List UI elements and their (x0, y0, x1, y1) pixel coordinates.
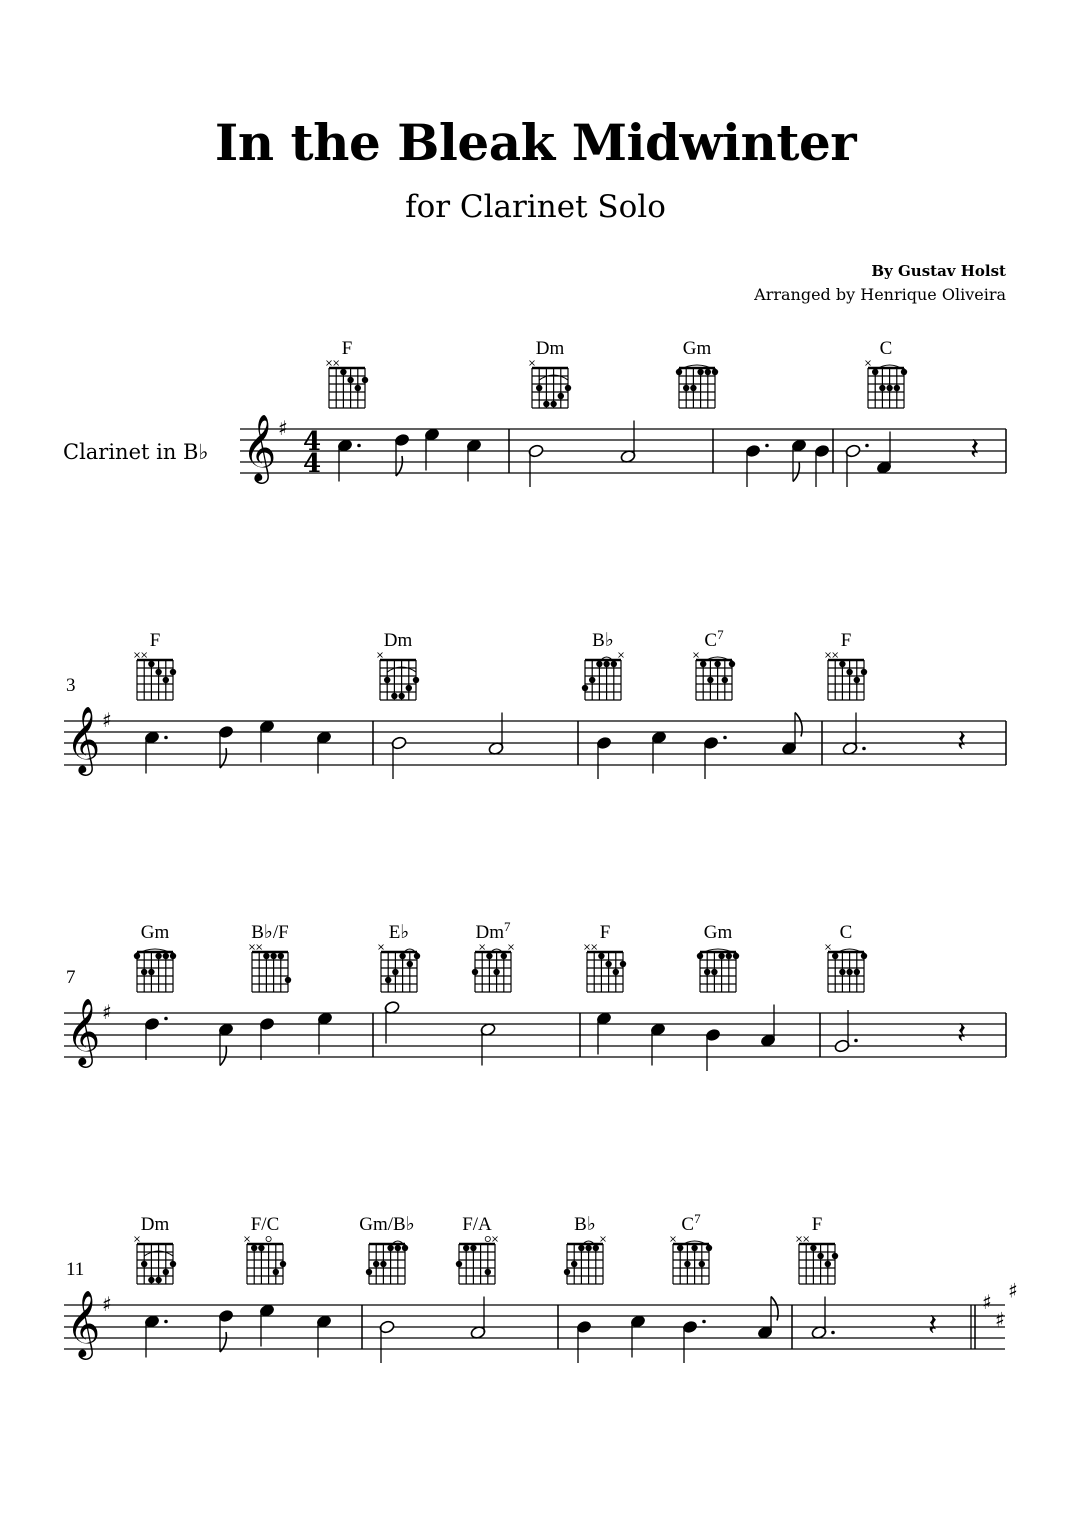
finger-dot (839, 661, 845, 667)
augmentation-dot (164, 736, 168, 740)
finger-dot (613, 969, 619, 975)
chord-symbol: F (341, 338, 353, 359)
sharp-icon: ♯ (102, 1292, 112, 1316)
finger-dot (347, 377, 353, 383)
quarter-rest-icon: 𝄽 (970, 432, 980, 467)
finger-dot (589, 677, 595, 683)
finger-dot (163, 953, 169, 959)
finger-dot (155, 1277, 161, 1283)
finger-dot (362, 377, 368, 383)
finger-dot (141, 1261, 147, 1267)
eighth-flag (771, 1297, 778, 1321)
finger-dot (355, 385, 361, 391)
finger-dot (585, 1245, 591, 1251)
chord-diagram (676, 365, 718, 408)
open-string-icon (485, 1236, 490, 1241)
finger-dot (170, 669, 176, 675)
chord-symbol: B♭ (592, 630, 614, 651)
finger-dot (620, 961, 626, 967)
finger-dot (722, 677, 728, 683)
chord-diagram (379, 945, 421, 993)
augmentation-dot (865, 444, 869, 448)
finger-dot (413, 677, 419, 683)
finger-dot (399, 953, 405, 959)
finger-dot (593, 1245, 599, 1251)
finger-dot (861, 953, 867, 959)
chord-symbol: $C^7$ (704, 627, 724, 651)
chord-diagram (697, 949, 739, 992)
augmentation-dot (765, 444, 769, 448)
finger-dot (392, 969, 398, 975)
augmentation-dot (164, 1017, 168, 1021)
finger-dot (697, 369, 703, 375)
chord-diagram (250, 945, 292, 993)
score-subtitle: for Clarinet Solo (405, 189, 666, 225)
finger-dot (543, 401, 549, 407)
finger-dot (170, 953, 176, 959)
finger-dot (134, 953, 140, 959)
finger-dot (712, 369, 718, 375)
chord-symbol: Dm$^7$ (475, 919, 511, 943)
finger-dot (854, 969, 860, 975)
chord-diagram (564, 1237, 606, 1285)
finger-dot (550, 401, 556, 407)
finger-dot (155, 953, 161, 959)
chord-diagram (671, 1237, 713, 1285)
chord-diagram (327, 361, 369, 409)
measure-number: 3 (66, 675, 76, 696)
sharp-icon: ♯ (278, 416, 288, 440)
augmentation-dot (357, 444, 361, 448)
finger-dot (536, 385, 542, 391)
chord-symbol: C (879, 338, 893, 359)
finger-dot (270, 953, 276, 959)
chord-diagram (135, 1237, 177, 1285)
finger-dot (163, 1269, 169, 1275)
augmentation-dot (723, 736, 727, 740)
finger-dot (470, 1245, 476, 1251)
finger-dot (391, 693, 397, 699)
quarter-rest-icon: 𝄽 (957, 1016, 967, 1051)
finger-dot (373, 1261, 379, 1267)
finger-dot (839, 969, 845, 975)
finger-dot (571, 1261, 577, 1267)
finger-dot (718, 953, 724, 959)
chord-symbol: C (839, 922, 853, 943)
finger-dot (493, 969, 499, 975)
chord-diagram (245, 1236, 287, 1284)
sharp-icon: ♯ (102, 1000, 112, 1024)
finger-dot (684, 1261, 690, 1267)
finger-dot (596, 661, 602, 667)
treble-clef-icon: 𝄞 (66, 997, 101, 1065)
finger-dot (384, 677, 390, 683)
chord-diagram (135, 653, 177, 701)
augmentation-dot (862, 747, 866, 751)
finger-dot (733, 953, 739, 959)
finger-dot (148, 661, 154, 667)
finger-dot (691, 1245, 697, 1251)
treble-clef-icon: 𝄞 (66, 1289, 101, 1357)
finger-dot (273, 1269, 279, 1275)
finger-dot (501, 953, 507, 959)
finger-dot (676, 369, 682, 375)
finger-dot (456, 1261, 462, 1267)
staff-system (64, 627, 1006, 779)
sharp-icon: ♯ (1008, 1278, 1018, 1303)
finger-dot (582, 685, 588, 691)
finger-dot (486, 953, 492, 959)
chord-diagram (826, 653, 868, 701)
finger-dot (697, 953, 703, 959)
finger-dot (832, 953, 838, 959)
finger-dot (846, 669, 852, 675)
finger-dot (380, 1261, 386, 1267)
score-title: In the Bleak Midwinter (214, 113, 857, 172)
chord-diagram (797, 1237, 839, 1285)
augmentation-dot (702, 1320, 706, 1324)
chord-diagram (866, 361, 908, 409)
chord-diagram (472, 945, 514, 993)
finger-dot (879, 385, 885, 391)
augmentation-dot (831, 1331, 835, 1335)
chord-diagram (456, 1236, 498, 1284)
chord-symbol: Dm (140, 1214, 170, 1235)
chord-diagram (694, 653, 736, 701)
finger-dot (558, 393, 564, 399)
finger-dot (340, 369, 346, 375)
augmentation-dot (854, 1039, 858, 1043)
finger-dot (155, 669, 161, 675)
finger-dot (463, 1245, 469, 1251)
chord-symbol: F (811, 1214, 823, 1235)
finger-dot (706, 1245, 712, 1251)
chord-symbol: F/C (250, 1214, 280, 1235)
finger-dot (894, 385, 900, 391)
chord-diagram (582, 653, 624, 701)
finger-dot (406, 685, 412, 691)
finger-dot (817, 1253, 823, 1259)
chord-diagram (826, 945, 868, 993)
finger-dot (846, 969, 852, 975)
measure-number: 11 (66, 1259, 85, 1280)
composer-credit: By Gustav Holst (871, 262, 1006, 280)
finger-dot (285, 977, 291, 983)
finger-dot (414, 953, 420, 959)
eighth-flag (793, 462, 799, 482)
chord-symbol: Gm (140, 922, 170, 943)
finger-dot (854, 677, 860, 683)
finger-dot (603, 661, 609, 667)
finger-dot (886, 385, 892, 391)
finger-dot (395, 1245, 401, 1251)
quarter-rest-icon: 𝄽 (957, 724, 967, 759)
finger-dot (598, 953, 604, 959)
chord-symbol: Dm (535, 338, 565, 359)
augmentation-dot (164, 1320, 168, 1324)
finger-dot (163, 677, 169, 683)
arranger-credit: Arranged by Henrique Oliveira (754, 285, 1006, 304)
finger-dot (485, 1269, 491, 1275)
finger-dot (714, 661, 720, 667)
finger-dot (699, 1261, 705, 1267)
finger-dot (398, 693, 404, 699)
finger-dot (605, 961, 611, 967)
finger-dot (705, 369, 711, 375)
staff-system (64, 1211, 1018, 1363)
finger-dot (148, 1277, 154, 1283)
finger-dot (402, 1245, 408, 1251)
staff-system (64, 919, 1006, 1071)
measure-number: 7 (66, 967, 76, 988)
finger-dot (861, 669, 867, 675)
chord-symbol: F (599, 922, 611, 943)
chord-symbol: Gm/B♭ (359, 1214, 415, 1235)
treble-clef-icon: 𝄞 (66, 705, 101, 773)
staff-system (240, 338, 1006, 487)
finger-dot (611, 661, 617, 667)
finger-dot (170, 1261, 176, 1267)
finger-dot (700, 661, 706, 667)
finger-dot (729, 661, 735, 667)
finger-dot (810, 1245, 816, 1251)
finger-dot (578, 1245, 584, 1251)
chord-symbol: Gm (703, 922, 733, 943)
finger-dot (707, 677, 713, 683)
finger-dot (366, 1269, 372, 1275)
finger-dot (565, 385, 571, 391)
instrument-label: Clarinet in B♭ (63, 440, 209, 464)
chord-symbol: F (840, 630, 852, 651)
finger-dot (251, 1245, 257, 1251)
finger-dot (711, 969, 717, 975)
sharp-icon: ♯ (995, 1307, 1005, 1332)
open-string-icon (266, 1236, 271, 1241)
chord-diagram (366, 1241, 408, 1284)
finger-dot (141, 969, 147, 975)
chord-symbol: E♭ (388, 922, 410, 943)
finger-dot (263, 953, 269, 959)
finger-dot (280, 1261, 286, 1267)
chord-diagram (530, 361, 572, 409)
finger-dot (564, 1269, 570, 1275)
finger-dot (278, 953, 284, 959)
chord-diagram (378, 653, 420, 701)
finger-dot (690, 385, 696, 391)
finger-dot (832, 1253, 838, 1259)
finger-dot (472, 969, 478, 975)
chord-symbol: Dm (383, 630, 413, 651)
finger-dot (407, 961, 413, 967)
sharp-icon: ♯ (102, 708, 112, 732)
chord-symbol: Gm (682, 338, 712, 359)
chord-symbol: F (149, 630, 161, 651)
time-signature-bottom: 4 (303, 449, 322, 479)
finger-dot (683, 385, 689, 391)
eighth-flag (795, 713, 802, 737)
chord-symbol: B♭/F (251, 922, 289, 943)
finger-dot (825, 1261, 831, 1267)
eighth-flag (220, 1046, 226, 1066)
treble-clef-icon: 𝄞 (242, 413, 277, 481)
finger-dot (148, 969, 154, 975)
chord-diagram (134, 949, 176, 992)
finger-dot (387, 1245, 393, 1251)
finger-dot (704, 969, 710, 975)
finger-dot (258, 1245, 264, 1251)
finger-dot (726, 953, 732, 959)
sharp-icon: ♯ (982, 1290, 992, 1314)
quarter-rest-icon: 𝄽 (928, 1308, 938, 1343)
chord-symbol: B♭ (574, 1214, 596, 1235)
chord-symbol: F/A (462, 1214, 492, 1235)
time-signature-top: 4 (303, 427, 322, 457)
finger-dot (677, 1245, 683, 1251)
finger-dot (872, 369, 878, 375)
chord-symbol: $C^7$ (681, 1211, 701, 1235)
finger-dot (901, 369, 907, 375)
finger-dot (385, 977, 391, 983)
chord-diagram (585, 945, 627, 993)
